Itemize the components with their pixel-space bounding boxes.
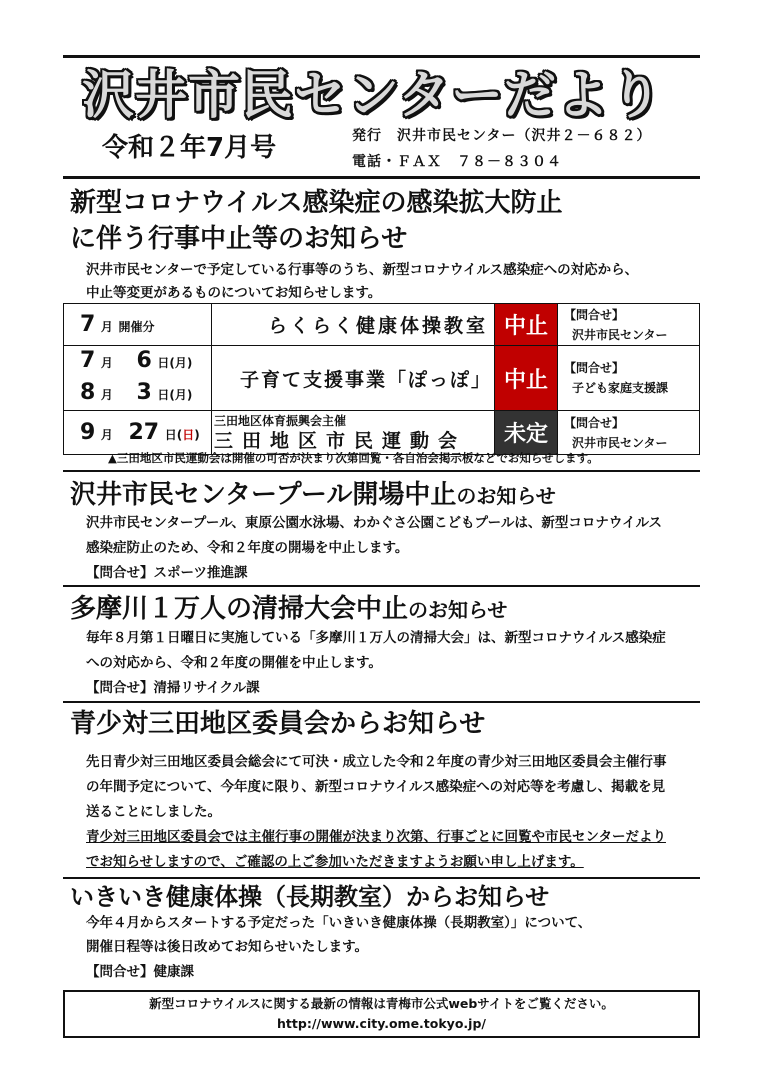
section5-body-line1: 今年４月からスタートする予定だった「いきいき健康体操（長期教室）」について、 [86,915,592,931]
section1-body-line1: 沢井市民センターで予定している行事等のうち、新型コロナウイルス感染症への対応から、 [86,262,639,278]
section5-body-line2: 開催日程等は後日改めてお知らせいたします。 [86,939,369,955]
publisher-line: 発行 沢井市民センター（沢井２－６８２） [352,128,652,144]
section2-body-line1: 沢井市民センタープール、東原公園水泳場、わかぐさ公園こどもプールは、新型コロナウイルス [86,515,663,531]
event-contact: 【問合せ】 沢井市民センター [558,304,700,346]
section5-contact: 【問合せ】健康課 [86,964,194,980]
section4-body-line2: の年間予定について、今年度に限り、新型コロナウイルス感染症への対応等を考慮し、掲載を見 [86,779,666,795]
section4-body-line3: 送ることにしました。 [86,804,221,820]
event-date: 9 月 27 日(日) [64,411,212,455]
divider [63,701,700,703]
section3-body-line2: への対応から、令和２年度の開催を中止します。 [86,655,382,671]
section1-title-line2: に伴う行事中止等のお知らせ [70,224,408,254]
event-date: 7 月 6 日(月) 8 月 3 日(月) [64,346,212,411]
event-row [64,411,700,455]
section2-body-line2: 感染症防止のため、令和２年度の開場を中止します。 [86,540,409,556]
footer-text: 新型コロナウイルスに関する最新の情報は青梅市公式webサイトをご覧ください。 [149,996,614,1011]
section5-title: いきいき健康体操（長期教室）からお知らせ [70,883,550,911]
status-badge: 中止 [495,346,558,411]
section1-body-line2: 中止等変更があるものについてお知らせします。 [86,285,382,301]
event-name: 子育て支援事業「ぽっぽ」 [212,346,495,411]
event-row [64,304,700,346]
issue-label: 令和２年7月号 [102,133,277,163]
section3-contact: 【問合せ】清掃リサイクル課 [86,680,260,696]
section4-notice-line1: 青少対三田地区委員会では主催行事の開催が決まり次第、行事ごとに回覧や市民センターだより [86,829,666,845]
event-contact: 【問合せ】 沢井市民センター [558,411,700,455]
divider [63,877,700,879]
section4-body-line1: 先日青少対三田地区委員会総会にて可決・成立した令和２年度の青少対三田地区委員会主催行事 [86,754,667,770]
section2-contact: 【問合せ】スポーツ推進課 [86,565,248,581]
status-badge: 中止 [495,304,558,346]
section4-notice-line2: でお知らせしますので、ご確認の上ご参加いただきますようお願い申し上げます。 [86,854,584,870]
section3-title: 多摩川１万人の清掃大会中止のお知らせ [70,594,508,624]
header-bottom-rule [63,176,700,179]
divider [63,470,700,472]
footer-box [63,990,700,1038]
section2-title: 沢井市民センタープール開場中止のお知らせ [70,480,556,510]
section1-title-line1: 新型コロナウイルス感染症の感染拡大防止 [70,188,563,218]
section3-body-line1: 毎年８月第１日曜日に実施している「多摩川１万人の清掃大会」は、新型コロナウイルス感染症 [86,630,666,646]
event-date: 7 月 開催分 [64,304,212,346]
event-name: らくらく健康体操教室 [212,304,495,346]
event-row [64,346,700,411]
divider [63,585,700,587]
events-note: ▲三田地区市民運動会は開催の可否が決まり次第回覧・各自治会掲示板などでお知らせします。 [108,451,599,465]
section4-title: 青少対三田地区委員会からお知らせ [70,709,486,739]
events-table [63,303,700,455]
event-contact: 【問合せ】 子ども家庭支援課 [558,346,700,411]
status-badge: 未定 [495,411,558,455]
event-name: 三田地区体育振興会主催 三田地区市民運動会 [212,411,495,455]
masthead-title: 沢井市民センターだより [82,66,663,126]
header-top-rule [63,55,700,58]
contact-line: 電話・ＦＡＸ ７８－８３０４ [352,154,562,170]
footer-url-link[interactable]: http://www.city.ome.tokyo.jp/ [277,1016,486,1031]
